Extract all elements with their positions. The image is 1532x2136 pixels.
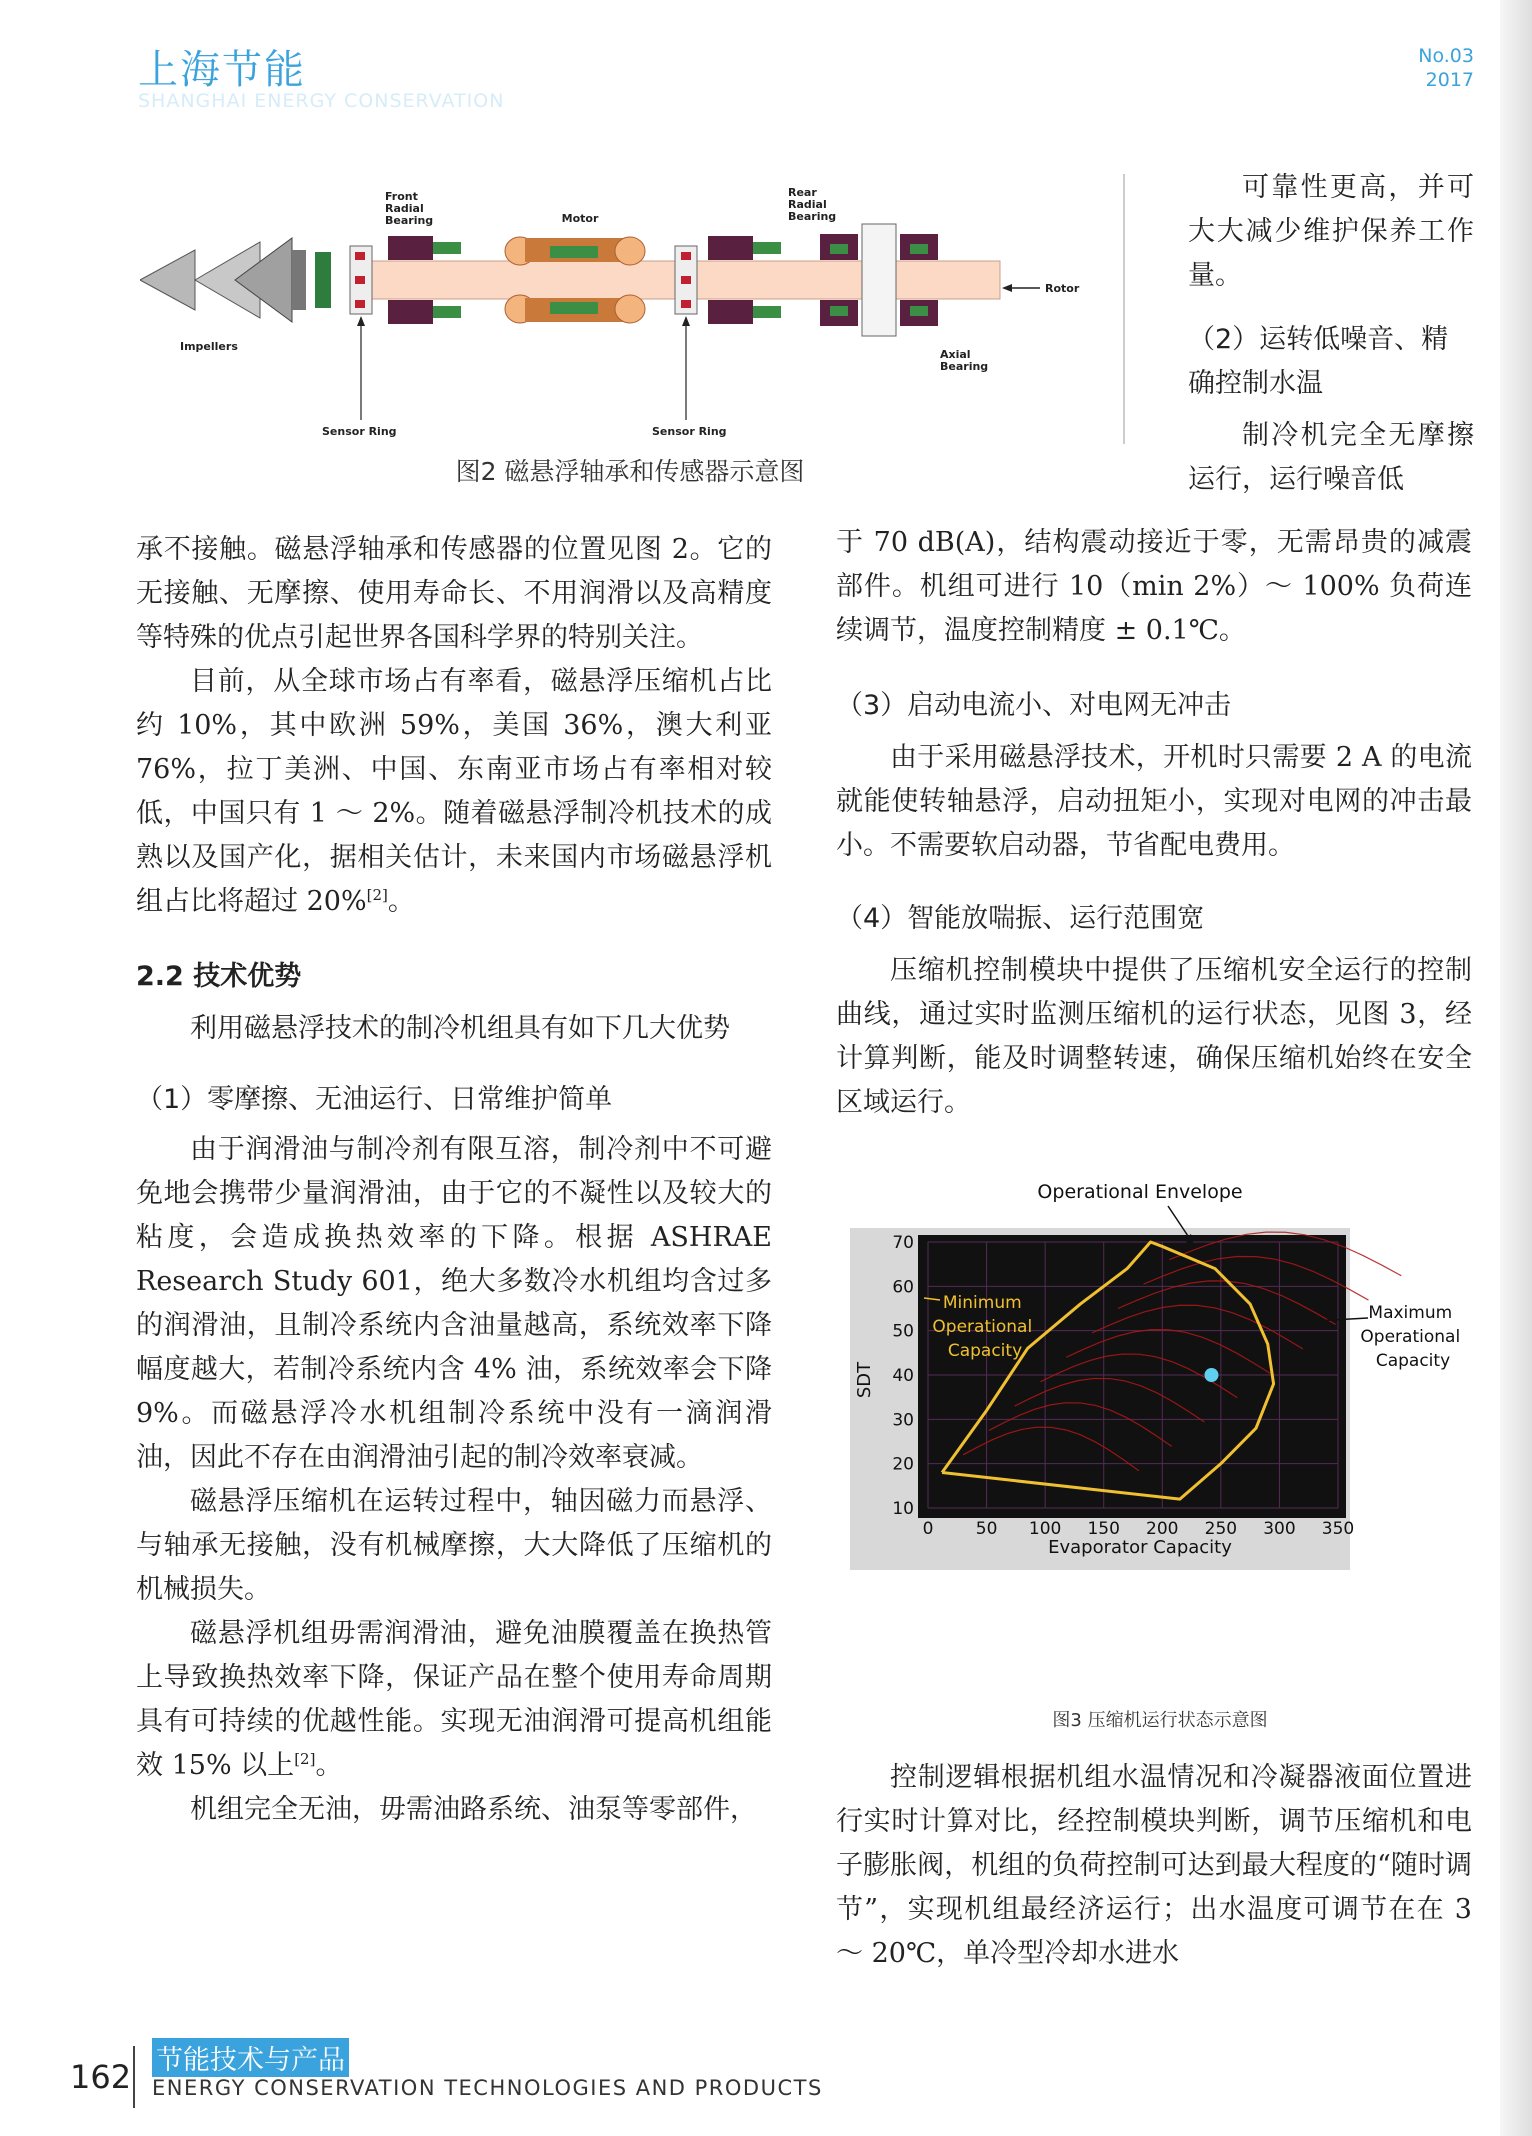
issue-year: 2017 (1425, 69, 1474, 91)
right-paragraph-1: 可靠性更高，并可大大减少维护保养工作量。 (1188, 172, 1474, 291)
x-tick-label: 200 (1146, 1519, 1179, 1539)
figure-3-chart (840, 1170, 1480, 1690)
right-column (836, 521, 1472, 1125)
front-bearing-top (388, 236, 433, 260)
x-tick-label: 350 (1321, 1519, 1355, 1539)
max-capacity-label: Maximum Operational Capacity (1360, 1303, 1461, 1371)
left-paragraph-3: 利用磁悬浮技术的制冷机组具有如下几大优势 (190, 1013, 730, 1044)
thrust-disk (315, 252, 331, 308)
impeller-3 (235, 238, 292, 322)
ref-2b: [2] (294, 1750, 316, 1768)
issue-number: No.03 (1418, 45, 1474, 67)
axial-bearing-label: Axial Bearing (940, 348, 989, 373)
right-paragraph-3: 由于采用磁悬浮技术，开机时只需要 2 A 的电流就能使转轴悬浮，启动扭矩小，实现对电网的冲击最小。不需要软启动器，节省配电费用。 (836, 742, 1472, 861)
x-tick-label: 150 (1087, 1519, 1120, 1539)
right-paragraph-2a: 制冷机完全无摩擦运行，运行噪音低 (1188, 420, 1474, 495)
figure-2-bearing-diagram (140, 180, 1120, 445)
section-2-2-heading: 2.2 技术优势 (136, 961, 302, 992)
y-tick-label: 70 (892, 1233, 914, 1253)
left-paragraph-4: 由于润滑油与制冷剂有限互溶，制冷剂中不可避免地会携带少量润滑油，由于它的不凝性以及较大的粘度，会造成换热效率的下降。根据 ASHRAE Research Study 601，绝大多数冷水机组均含过多的润滑油，且制冷系统内含油量越高，系统效率下降幅度越大，若制冷系统内含 4% 油，系统效率会下降 9%。而磁悬浮冷水机组制冷系统中没有一滴润滑油，因此不存在由润滑油引起的制冷效率衰减。 (136, 1134, 772, 1473)
column-divider (1123, 174, 1125, 444)
min-capacity-label: Minimum Operational Capacity (932, 1293, 1033, 1361)
front-bearing-bottom (388, 300, 433, 324)
subsection-3-heading: （3）启动电流小、对电网无冲击 (836, 690, 1232, 721)
footer-section-title: 节能技术与产品 (152, 2038, 349, 2077)
issue-info (1418, 44, 1474, 92)
chart-title: Operational Envelope (1037, 1181, 1243, 1203)
subsection-1-heading: （1）零摩擦、无油运行、日常维护简单 (136, 1084, 613, 1115)
y-tick-label: 60 (892, 1277, 914, 1298)
sensor-ring-right-label: Sensor Ring (652, 425, 727, 438)
figure-3-caption: 图3 压缩机运行状态示意图 (1052, 1710, 1268, 1731)
rotor-label: Rotor (1045, 282, 1080, 295)
y-axis-label: SDT (854, 1361, 875, 1399)
y-tick-label: 20 (892, 1454, 914, 1475)
y-tick-label: 40 (892, 1366, 914, 1386)
operating-point (1204, 1368, 1218, 1382)
ref-2: [2] (366, 886, 388, 904)
subsection-2-heading: （2）运转低噪音、精确控制水温 (1188, 324, 1449, 399)
rear-bearing-top (708, 236, 753, 260)
journal-title: 上海节能 (138, 47, 306, 93)
impeller-1 (140, 250, 195, 310)
right-column-bottom (836, 1756, 1472, 1976)
footer-section-subtitle: ENERGY CONSERVATION TECHNOLOGIES AND PRODUCTS (152, 2076, 823, 2100)
impellers-label: Impellers (180, 340, 238, 353)
x-tick-label: 250 (1204, 1519, 1238, 1539)
y-tick-label: 10 (892, 1499, 914, 1519)
left-paragraph-7: 机组完全无油，毋需油路系统、油泵等零部件， (190, 1794, 757, 1825)
left-paragraph-2: 目前，从全球市场占有率看，磁悬浮压缩机占比约 10%，其中欧洲 59%，美国 36%，澳大利亚 76%，拉丁美洲、中国、东南亚市场占有率相对较低，中国只有 1 ～ 2%。随着磁悬浮制冷机技术的成熟以及国产化，据相关估计，未来国内市场磁悬浮机组占比将超过 20%[2]。 (136, 666, 772, 917)
x-axis-label: Evaporator Capacity (1048, 1537, 1232, 1558)
right-column-top (1188, 166, 1474, 502)
y-tick-label: 50 (892, 1321, 914, 1342)
right-paragraph-2b: 于 70 dB(A)，结构震动接近于零，无需昂贵的减震部件。机组可进行 10（min 2%）～ 100% 负荷连续调节，温度控制精度 ± 0.1℃。 (836, 527, 1472, 646)
sensor-ring-left-label: Sensor Ring (322, 425, 397, 438)
x-tick-label: 0 (922, 1519, 934, 1539)
motor-label: Motor (561, 212, 599, 225)
footer-divider (133, 2046, 135, 2108)
left-paragraph-1: 承不接触。磁悬浮轴承和传感器的位置见图 2。它的无接触、无摩擦、使用寿命长、不用润滑以及高精度等特殊的优点引起世界各国科学界的特别关注。 (136, 534, 772, 653)
x-tick-label: 100 (1028, 1519, 1062, 1539)
x-tick-label: 50 (975, 1519, 998, 1539)
rear-bearing-label: Rear Radial Bearing (788, 186, 837, 223)
x-tick-label: 300 (1263, 1519, 1296, 1539)
rear-bearing-bottom (708, 300, 753, 324)
page-number: 162 (70, 2058, 132, 2096)
page-edge-shadow (1500, 0, 1532, 2136)
subsection-4-heading: （4）智能放喘振、运行范围宽 (836, 903, 1205, 934)
impeller-hub (292, 250, 306, 310)
axial-thrust-disk (862, 224, 896, 336)
front-bearing-label: Front Radial Bearing (385, 190, 434, 227)
left-paragraph-6: 磁悬浮机组毋需润滑油，避免油膜覆盖在换热管上导致换热效率下降，保证产品在整个使用寿命周期具有可持续的优越性能。实现无油润滑可提高机组能效 15% 以上[2]。 (136, 1618, 772, 1781)
right-paragraph-5: 控制逻辑根据机组水温情况和冷凝器液面位置进行实时计算对比，经控制模块判断，调节压缩机和电子膨胀阀，机组的负荷控制可达到最大程度的“随时调节”，实现机组最经济运行；出水温度可调节在在 3 ～ 20℃，单冷型冷却水进水 (836, 1762, 1472, 1969)
left-column (136, 528, 772, 1832)
right-paragraph-4: 压缩机控制模块中提供了压缩机安全运行的控制曲线，通过实时监测压缩机的运行状态，见图 3，经计算判断，能及时调整转速，确保压缩机始终在安全区域运行。 (836, 955, 1472, 1118)
y-tick-label: 30 (892, 1410, 914, 1431)
left-paragraph-5: 磁悬浮压缩机在运转过程中，轴因磁力而悬浮、与轴承无接触，没有机械摩擦，大大降低了压缩机的机械损失。 (136, 1486, 772, 1605)
journal-subtitle: SHANGHAI ENERGY CONSERVATION (138, 90, 505, 112)
figure-2-caption: 图2 磁悬浮轴承和传感器示意图 (455, 457, 805, 486)
